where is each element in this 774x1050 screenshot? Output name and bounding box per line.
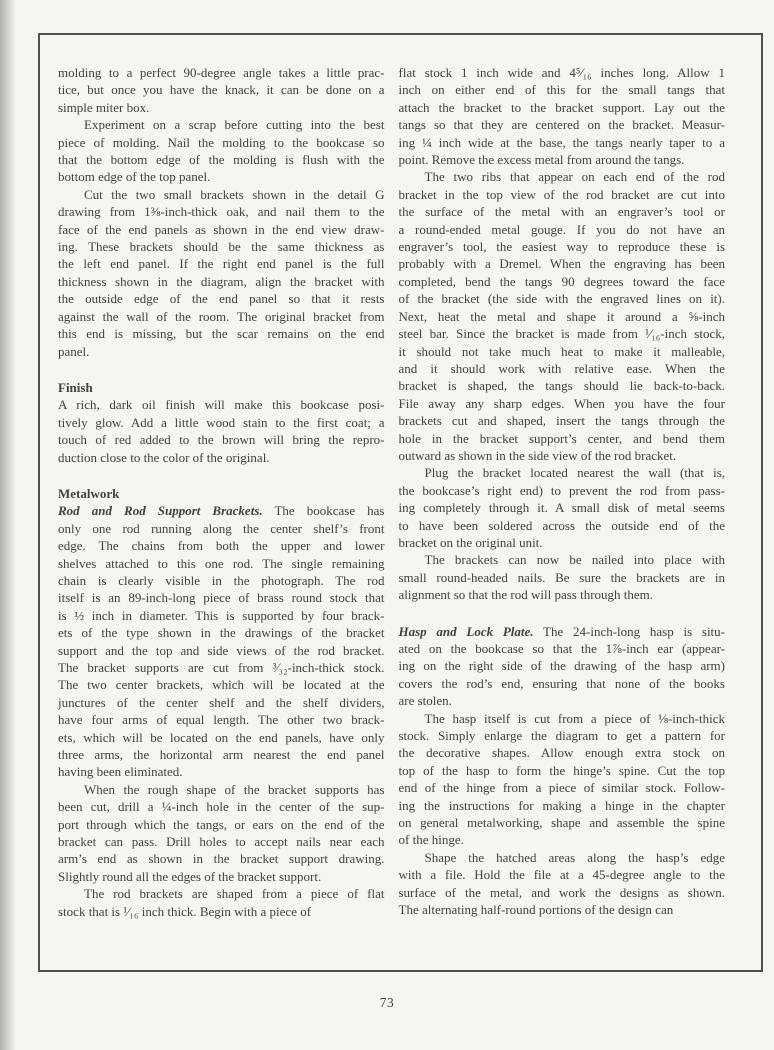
text-line: the decorative shapes. Allow enough extra stock on	[398, 745, 725, 761]
text-line: tively glow. Add a little wood stain to the first coat; a	[58, 414, 385, 430]
text-line: that the bottom edge of the molding is flush with the	[58, 152, 385, 168]
text-line: is ½ inch in diameter. This is supported by four brack-	[58, 607, 385, 623]
text-line: attach the bracket to the bracket support. Lay out the	[398, 99, 725, 115]
text-line: the left end panel. If the right end panel is the full	[58, 256, 385, 272]
text-line: bracket on the original unit.	[398, 534, 543, 550]
text-line: point. Remove the excess metal from around the tangs.	[398, 152, 685, 168]
text-line: alignment so that the rod will pass through them.	[398, 587, 654, 603]
text-line: engraver’s tool, the easiest way to reproduce these is	[398, 239, 725, 255]
text-line: inch on either end of this for the small tangs that	[398, 82, 725, 98]
text-line: this end is missing, but the scar remains on the end	[58, 326, 385, 342]
text-line: touch of red added to the brown will bring the repro-	[58, 432, 385, 448]
text-line: The brackets can now be nailed into place with	[424, 552, 725, 568]
text-line: the surface of the metal with an engraver’s tool or	[398, 204, 725, 220]
text-line: flat stock 1 inch wide and 4⁵⁄₁₆ inches long. Allow 1	[398, 65, 725, 80]
text-line: with a file. Hold the file at a 45-degree angle to the	[398, 867, 725, 883]
text-line: ing the instructions for making a hinge in the chapter	[398, 797, 725, 813]
text-line: The rod brackets are shaped from a piece of flat	[84, 886, 385, 902]
text-line: duction close to the color of the original.	[58, 449, 270, 465]
text-line: The bracket supports are cut from ³⁄₃₂-inch-thick stock.	[58, 660, 385, 675]
text-line: simple miter box.	[58, 99, 150, 115]
text-line: of the bracket (the side with the engraved lines on it).	[398, 291, 725, 307]
text-line	[399, 623, 726, 640]
text-line-rest: The bookcase has	[274, 503, 385, 519]
text-line: having been eliminated.	[58, 764, 183, 780]
text-line: completed, bend the tangs 90 degrees toward the face	[398, 273, 725, 289]
text-line: Shape the hatched areas along the hasp’s edge	[424, 849, 725, 865]
text-line: ets, which will be located on the end panels, have only	[58, 729, 385, 745]
text-line: bracket is shaped, the tangs should lie back-to-back.	[398, 378, 725, 394]
text-line: against the wall of the room. The original bracket from	[58, 308, 385, 324]
text-column-right	[399, 64, 726, 920]
text-line: support and the top and side views of the rod bracket.	[58, 642, 385, 658]
text-line: end of the hinge from a piece of similar stock. Follow-	[398, 780, 725, 796]
text-line: chain is clearly visible in the photograph. The rod	[58, 572, 385, 588]
text-line: File away any sharp edges. When you have the four	[398, 395, 725, 411]
text-line: port through which the tangs, or ears on the end of the	[58, 816, 385, 832]
text-line: it should not take much heat to make it malleable,	[398, 343, 725, 359]
text-line: panel.	[58, 343, 90, 359]
text-line: only one rod running along the center shelf’s front	[58, 520, 385, 536]
text-line: ing on the right side of the drawing of the hasp arm)	[398, 658, 725, 674]
text-line: Plug the bracket located nearest the wall (that is,	[424, 465, 725, 481]
text-line: tice, but once you have the knack, it can be done on a	[58, 82, 385, 98]
text-line: Slightly round all the edges of the bracket support.	[58, 868, 322, 884]
text-line: drawing from 1⅜-inch-thick oak, and nail them to the	[58, 204, 385, 220]
text-line: bottom edge of the top panel.	[58, 169, 211, 185]
text-line: When the rough shape of the bracket supports has	[84, 781, 385, 797]
text-line: The hasp itself is cut from a piece of ⅛-inch-thick	[424, 710, 725, 726]
text-line: brackets cut and shaped, insert the tangs through the	[398, 413, 725, 429]
text-line: the bookcase’s right end) to prevent the rod from pass-	[398, 482, 725, 498]
text-line: probably with a Dremel. When the engraving has been	[398, 256, 725, 272]
text-line: thickness shown in the diagram, align the bracket with	[58, 273, 385, 289]
page-text-area	[58, 64, 725, 920]
page-number: 73	[379, 995, 395, 1010]
text-line: three arms, the horizontal arm nearest the end panel	[58, 747, 385, 763]
text-line: face of the end panels as shown in the end view draw-	[58, 221, 385, 237]
text-line: stock that is ¹⁄₁₆ inch thick. Begin with a piece of	[58, 903, 312, 919]
text-line: edge. The chains from both the upper and lower	[58, 538, 385, 554]
run-in-subheading: Hasp and Lock Plate.	[398, 623, 534, 639]
text-line: bracket in the top view of the rod bracket are cut into	[398, 186, 725, 202]
text-line: ated on the bookcase so that the 1⅞-inch ear (appear-	[398, 641, 725, 656]
text-line: been cut, drill a ¼-inch hole in the center of the sup-	[58, 799, 385, 815]
text-line: the outside edge of the end panel so that it rests	[58, 291, 385, 307]
run-in-subheading: Rod and Rod Support Brackets.	[58, 503, 263, 519]
text-line: The two ribs that appear on each end of the rod	[424, 169, 725, 185]
text-line: to have been soldered across the outside end of the	[398, 517, 725, 533]
text-line: ing ¼ inch wide at the base, the tangs nearly taper to a	[398, 134, 725, 150]
text-line: arm’s end as shown in the bracket support drawing.	[58, 851, 385, 867]
text-line-rest: The 24-inch-long hasp is situ-	[543, 623, 725, 639]
text-line: The two center brackets, which will be located at the	[58, 677, 385, 693]
text-line: Next, heat the metal and shape it around a ⅝-inch	[398, 308, 725, 324]
text-line	[58, 502, 385, 519]
text-line: bracket can pass. Drill holes to accept nails near each	[58, 834, 385, 850]
section-heading: Finish	[58, 379, 93, 395]
text-line: covers the rod’s end, ensuring that none of the books	[398, 675, 725, 691]
text-line: A rich, dark oil finish will make this bookcase posi-	[58, 397, 385, 413]
text-line: hole in the bracket support’s center, and bend them	[398, 430, 725, 446]
text-line: are stolen.	[398, 693, 452, 709]
text-line: junctures of the center shelf and the shelf dividers,	[58, 694, 385, 710]
text-line: Cut the two small brackets shown in the detail G	[84, 186, 385, 202]
text-line: ing. These brackets should be the same thickness as	[58, 239, 385, 255]
text-line: steel bar. Since the bracket is made from ¹⁄₁₆-inch stock,	[398, 326, 725, 342]
text-line: shelves attached to this one rod. The single remaining	[58, 555, 385, 571]
text-line: piece of molding. Nail the molding to the bookcase so	[58, 134, 385, 150]
text-line: outward as shown in the side view of the rod bracket.	[398, 447, 677, 463]
text-column-left	[58, 64, 385, 920]
text-line: ing completely through it. A small disk of metal seems	[398, 500, 725, 516]
text-line: ets of the type shown in the drawings of the bracket	[58, 625, 385, 641]
text-line: molding to a perfect 90-degree angle takes a little prac-	[58, 65, 385, 80]
text-line: small round-headed nails. Be sure the brackets are in	[398, 569, 725, 585]
text-line: stock. Simply enlarge the diagram to get a pattern for	[398, 728, 725, 744]
text-line: on general metalworking, shape and assemble the spine	[398, 815, 725, 831]
text-line: The alternating half-round portions of the design can	[398, 902, 674, 918]
text-line: a round-ended metal gouge. If you do not have an	[398, 221, 725, 237]
text-line: itself is an 89-inch-long piece of brass round stock that	[58, 590, 385, 606]
section-heading: Metalwork	[58, 485, 120, 501]
text-line: of the hinge.	[398, 832, 464, 848]
scan-edge-shadow	[0, 0, 16, 1050]
text-line: tangs so that they are centered on the bracket. Measur-	[398, 117, 725, 133]
text-line: and it should work with relative ease. When the	[398, 360, 725, 376]
text-line: surface of the metal, and work the designs as shown.	[398, 884, 725, 900]
text-line: Experiment on a scrap before cutting into the best	[84, 117, 385, 133]
text-line: top of the hasp to form the hinge’s spine. Cut the top	[398, 762, 725, 778]
text-line: have four arms of equal length. The other two brack-	[58, 712, 385, 728]
